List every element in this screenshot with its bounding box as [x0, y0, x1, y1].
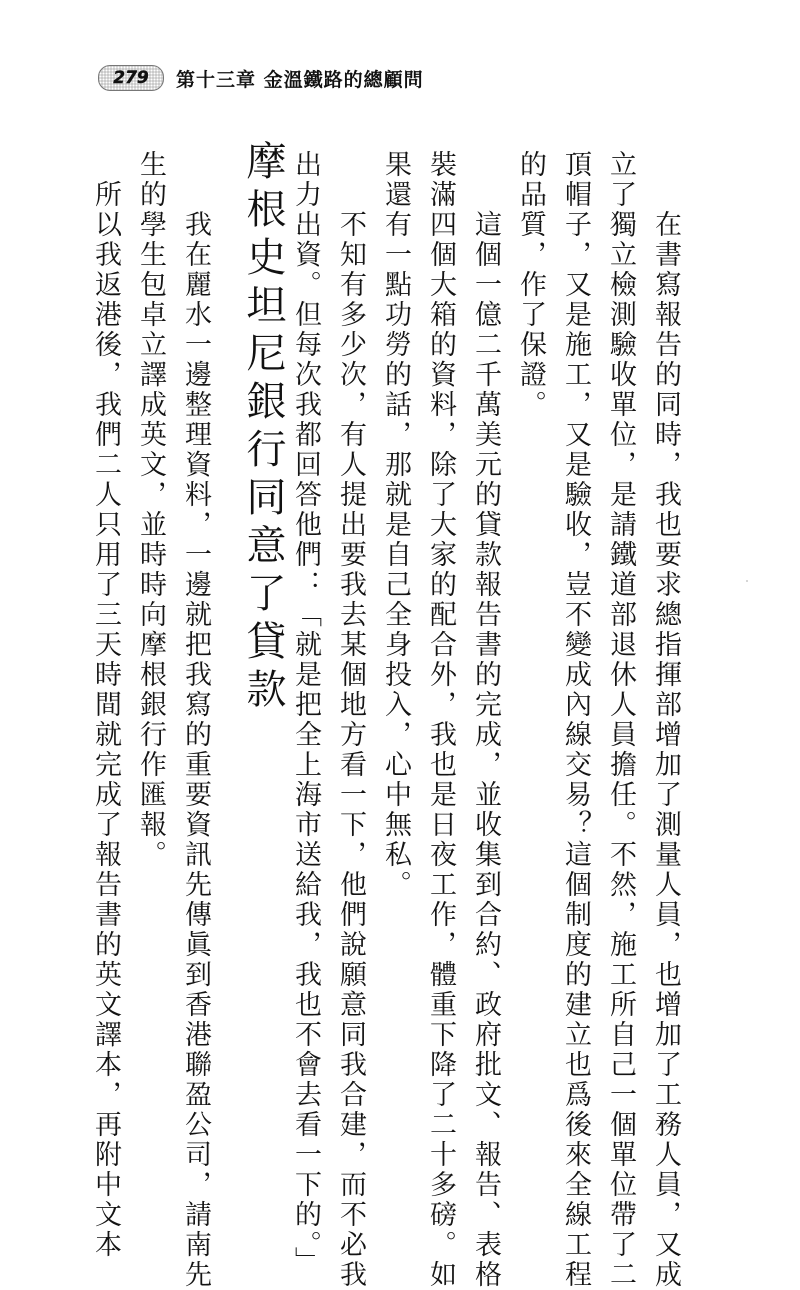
- section-heading: 摩根史坦尼銀行同意了貸款: [240, 140, 286, 716]
- text-column: 在書寫報告的同時，我也要求總指揮部增加了測量人員，也增加了工務人員，又成: [650, 180, 681, 1290]
- text-column: 這個一億二千萬美元的貸款報告書的完成，並收集到合約、政府批文、報告、表格: [470, 180, 501, 1290]
- text-column: 出力出資。但每次我都回答他們：「就是把全上海市送給我，我也不會去看一下的。」: [290, 150, 321, 1277]
- running-header: [98, 62, 424, 94]
- text-column: 裝滿四個大箱的資料，除了大家的配合外，我也是日夜工作，體重下降了二十多磅。如: [425, 150, 456, 1290]
- text-column: 生的學生包卓立譯成英文，並時時向摩根銀行作匯報。: [135, 150, 166, 870]
- text-column: 不知有多少次，有人提出要我去某個地方看一下，他們說願意同我合建，而不必我: [335, 180, 366, 1290]
- text-column: 所以我返港後，我們二人只用了三天時間就完成了報告書的英文譯本，再附中文本: [90, 180, 121, 1260]
- chapter-title: 第十三章 金溫鐵路的總顧問: [176, 68, 424, 91]
- text-column: 果還有一點功勞的話，那就是自己全身投入，心中無私。: [380, 150, 411, 900]
- paper-speck: [746, 580, 748, 582]
- page-number: 279: [98, 65, 164, 91]
- text-column: 立了獨立檢測驗收單位，是請鐵道部退休人員擔任。不然，施工所自己一個單位帶了二: [605, 150, 636, 1290]
- text-column: 的品質，作了保證。: [515, 150, 546, 420]
- text-column: 我在麗水一邊整理資料，一邊就把我寫的重要資訊先傳眞到香港聯盈公司，請南先: [180, 180, 211, 1290]
- text-column: 頂帽子，又是施工，又是驗收，豈不變成內線交易？這個制度的建立也爲後來全線工程: [560, 150, 591, 1290]
